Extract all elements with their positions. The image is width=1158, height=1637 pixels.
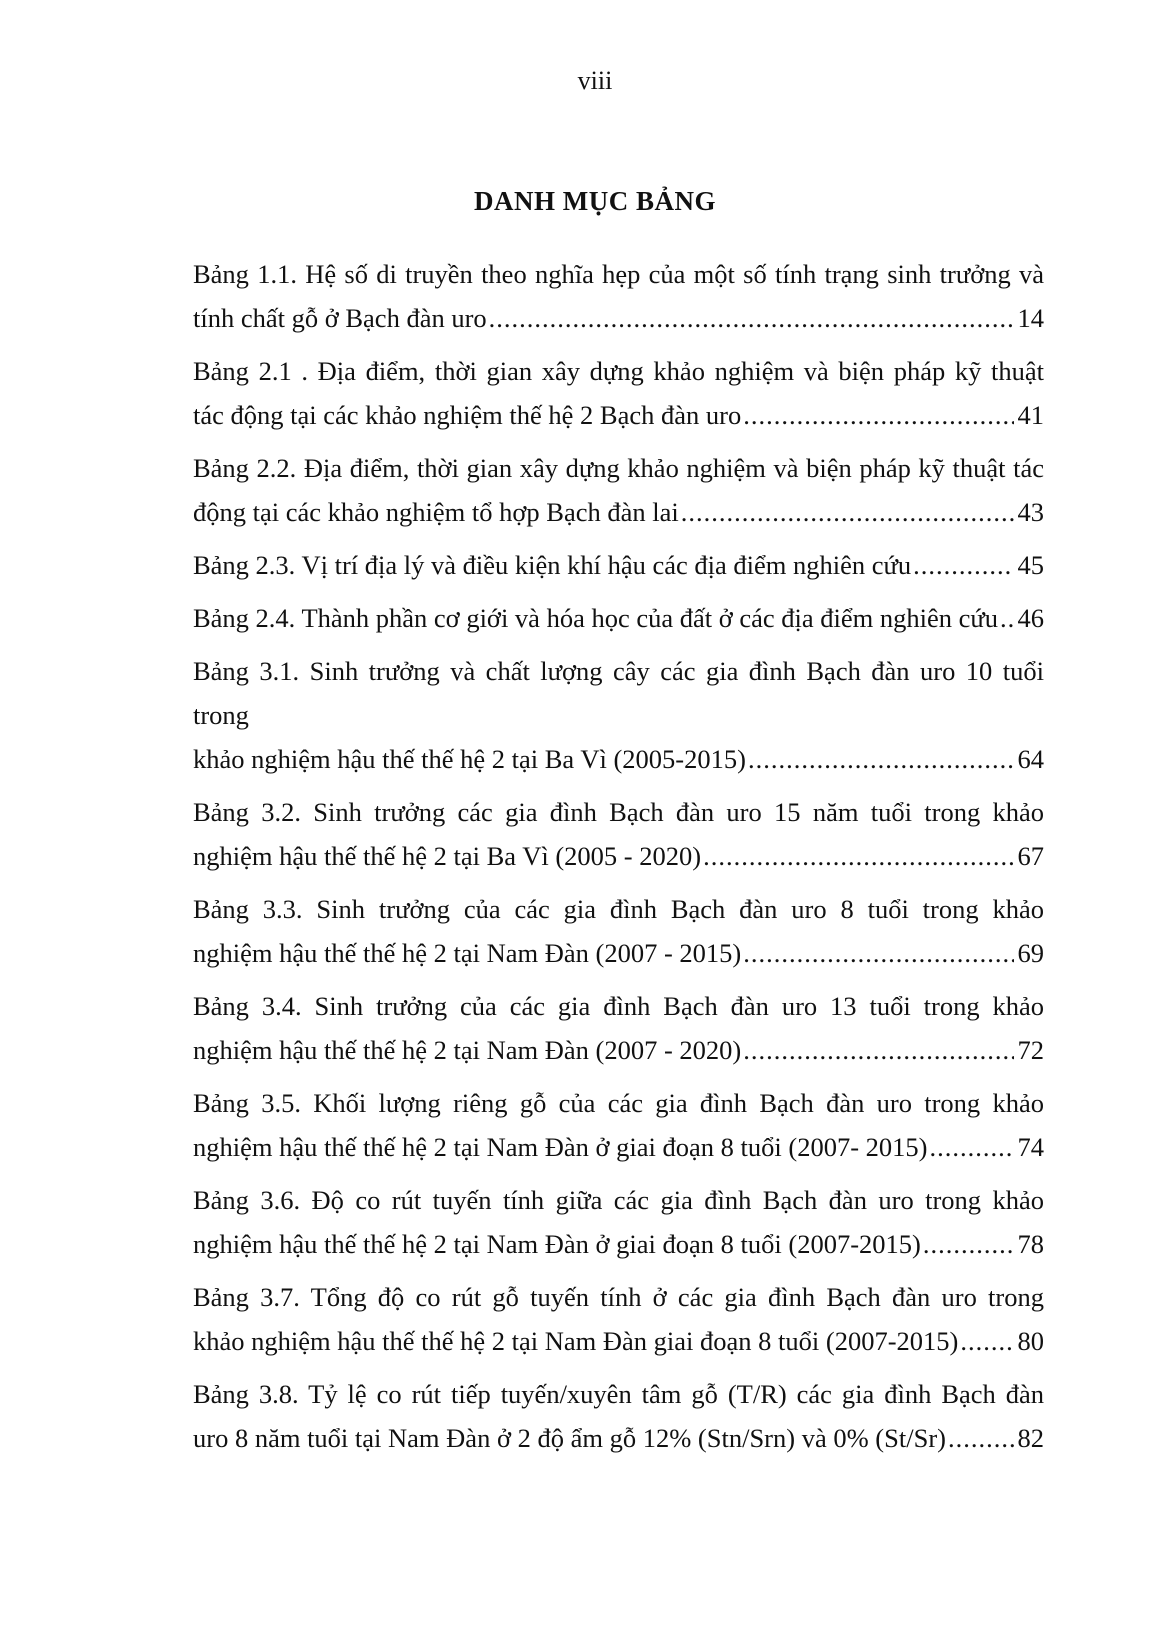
toc-entry-line — [193, 596, 1044, 640]
toc-entry-line — [193, 393, 1044, 437]
toc-entry[interactable] — [193, 1372, 1044, 1460]
toc-entry-title-end: nghiệm hậu thế thế hệ 2 tại Nam Đàn ở giai đoạn 8 tuổi (2007-2015) — [193, 1229, 921, 1259]
toc-entry-title: Bảng 2.2. Địa điểm, thời gian xây dựng khảo nghiệm và biện pháp kỹ thuật tác — [193, 453, 1044, 483]
toc-page-number: 78 — [1017, 1229, 1044, 1259]
dot-leader — [930, 1125, 1014, 1169]
toc-entry[interactable] — [193, 349, 1044, 437]
toc-entry[interactable] — [193, 252, 1044, 340]
toc-entry-title: Bảng 2.1 . Địa điểm, thời gian xây dựng khảo nghiệm và biện pháp kỹ thuật — [193, 356, 1044, 386]
toc-entry-title: Bảng 3.1. Sinh trưởng và chất lượng cây các gia đình Bạch đàn uro 10 tuổi trong — [193, 656, 1044, 730]
toc-entry-title-end: uro 8 năm tuổi tại Nam Đàn ở 2 độ ẩm gỗ 12% (Stn/Srn) và 0% (St/Sr) — [193, 1423, 946, 1453]
toc-page-number: 72 — [1017, 1035, 1044, 1065]
toc-page-number: 14 — [1017, 303, 1044, 333]
dot-leader — [948, 1416, 1014, 1460]
toc-entry-line — [193, 931, 1044, 975]
toc-entry[interactable] — [193, 887, 1044, 975]
dot-leader — [923, 1222, 1014, 1266]
toc-page-number: 64 — [1017, 744, 1044, 774]
toc-entry-line — [193, 1125, 1044, 1169]
dot-leader — [960, 1319, 1013, 1363]
toc-entry-title-end: Bảng 2.4. Thành phần cơ giới và hóa học của đất ở các địa điểm nghiên cứu — [193, 603, 999, 633]
table-list — [193, 252, 1044, 1469]
toc-entry-title: Bảng 3.7. Tổng độ co rút gỗ tuyến tính ở các gia đình Bạch đàn uro trong — [193, 1282, 1044, 1312]
toc-entry-line — [193, 737, 1044, 781]
toc-entry-line — [193, 543, 1044, 587]
toc-entry[interactable] — [193, 1081, 1044, 1169]
toc-entry-title-end: nghiệm hậu thế thế hệ 2 tại Nam Đàn (2007 - 2015) — [193, 938, 742, 968]
toc-entry-title: Bảng 1.1. Hệ số di truyền theo nghĩa hẹp của một số tính trạng sinh trưởng và — [193, 259, 1044, 289]
toc-entry[interactable] — [193, 596, 1044, 640]
toc-entry[interactable] — [193, 1178, 1044, 1266]
toc-entry-title: Bảng 3.4. Sinh trưởng của các gia đình Bạch đàn uro 13 tuổi trong khảo — [193, 991, 1044, 1021]
toc-entry-title: Bảng 3.5. Khối lượng riêng gỗ của các gia đình Bạch đàn uro trong khảo — [193, 1088, 1044, 1118]
dot-leader — [489, 296, 1014, 340]
dot-leader — [743, 393, 1013, 437]
dot-leader — [743, 931, 1013, 975]
page-title: DANH MỤC BẢNG — [474, 186, 716, 216]
toc-entry-title-end: tác động tại các khảo nghiệm thế hệ 2 Bạch đàn uro — [193, 400, 742, 430]
toc-page-number: 41 — [1017, 400, 1044, 430]
toc-page-number: 74 — [1017, 1132, 1044, 1162]
toc-entry[interactable] — [193, 543, 1044, 587]
toc-entry-title-end: Bảng 2.3. Vị trí địa lý và điều kiện khí hậu các địa điểm nghiên cứu — [193, 550, 912, 580]
dot-leader — [913, 543, 1013, 587]
toc-entry[interactable] — [193, 649, 1044, 781]
toc-entry-line — [193, 834, 1044, 878]
toc-entry[interactable] — [193, 790, 1044, 878]
toc-entry-line — [193, 296, 1044, 340]
toc-entry[interactable] — [193, 446, 1044, 534]
toc-entry-title: Bảng 3.8. Tỷ lệ co rút tiếp tuyến/xuyên tâm gỗ (T/R) các gia đình Bạch đàn — [193, 1379, 1044, 1409]
toc-entry-title: Bảng 3.3. Sinh trưởng của các gia đình Bạch đàn uro 8 tuổi trong khảo — [193, 894, 1044, 924]
dot-leader — [1000, 596, 1013, 640]
toc-entry-title: Bảng 3.6. Độ co rút tuyến tính giữa các gia đình Bạch đàn uro trong khảo — [193, 1185, 1044, 1215]
dot-leader — [743, 1028, 1013, 1072]
toc-page-number: 43 — [1017, 497, 1044, 527]
toc-entry-title-end: khảo nghiệm hậu thế thế hệ 2 tại Nam Đàn giai đoạn 8 tuổi (2007-2015) — [193, 1326, 959, 1356]
toc-entry-title-end: tính chất gỗ ở Bạch đàn uro — [193, 303, 487, 333]
toc-page-number: 82 — [1017, 1423, 1044, 1453]
toc-entry-line — [193, 1319, 1044, 1363]
toc-entry-line — [193, 1222, 1044, 1266]
toc-entry-line — [193, 1028, 1044, 1072]
toc-page-number: 45 — [1017, 550, 1044, 580]
toc-entry-title: Bảng 3.2. Sinh trưởng các gia đình Bạch đàn uro 15 năm tuổi trong khảo — [193, 797, 1044, 827]
toc-page-number: 46 — [1017, 603, 1044, 633]
toc-entry-title-end: nghiệm hậu thế thế hệ 2 tại Nam Đàn ở giai đoạn 8 tuổi (2007- 2015) — [193, 1132, 928, 1162]
toc-entry-line — [193, 1416, 1044, 1460]
dot-leader — [703, 834, 1013, 878]
toc-entry[interactable] — [193, 984, 1044, 1072]
toc-page-number: 69 — [1017, 938, 1044, 968]
page-number: viii — [577, 66, 613, 95]
toc-entry[interactable] — [193, 1275, 1044, 1363]
toc-entry-title-end: nghiệm hậu thế thế hệ 2 tại Ba Vì (2005 - 2020) — [193, 841, 702, 871]
toc-page-number: 67 — [1017, 841, 1044, 871]
toc-entry-title-end: động tại các khảo nghiệm tổ hợp Bạch đàn lai — [193, 497, 679, 527]
toc-entry-line — [193, 490, 1044, 534]
dot-leader — [748, 737, 1014, 781]
toc-page-number: 80 — [1017, 1326, 1044, 1356]
toc-entry-title-end: nghiệm hậu thế thế hệ 2 tại Nam Đàn (2007 - 2020) — [193, 1035, 742, 1065]
dot-leader — [681, 490, 1014, 534]
toc-entry-title-end: khảo nghiệm hậu thế thế hệ 2 tại Ba Vì (2005-2015) — [193, 744, 746, 774]
